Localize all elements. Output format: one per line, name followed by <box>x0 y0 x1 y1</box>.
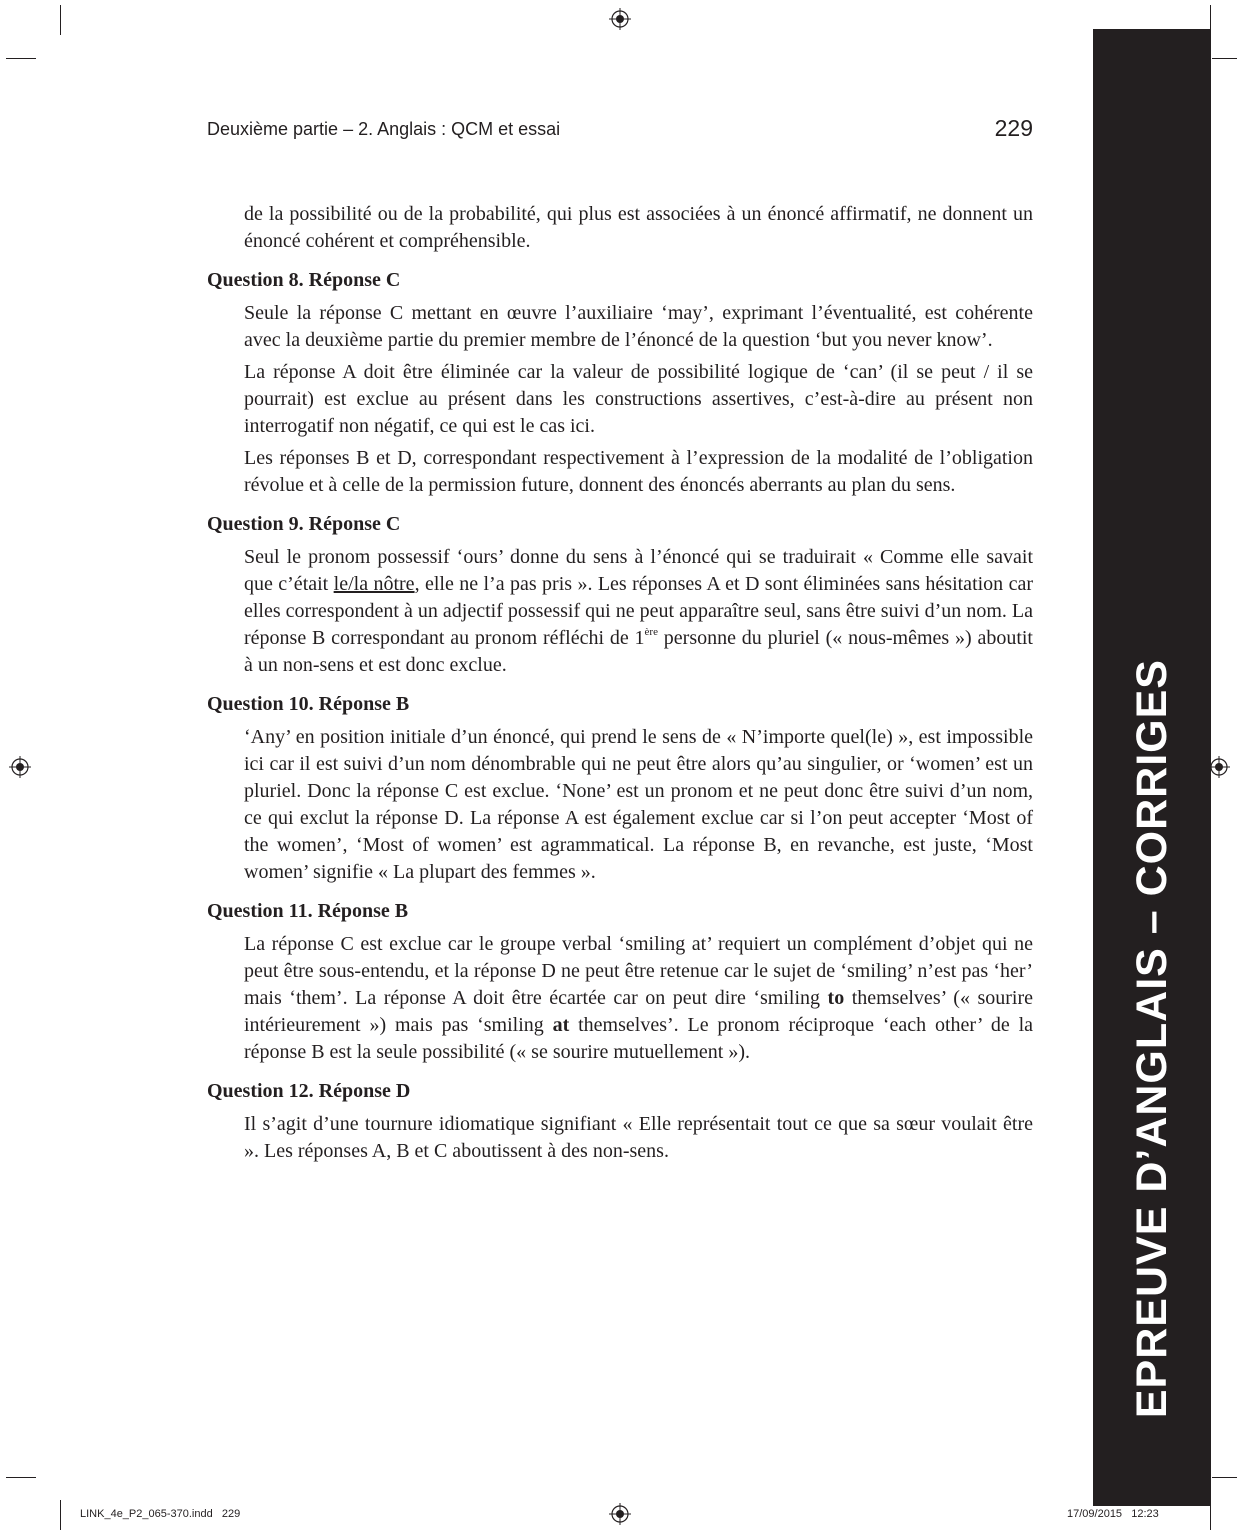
crop-mark <box>60 1500 61 1530</box>
date-slug: 17/09/2015 12:23 <box>1067 1508 1159 1520</box>
text-run: , elle ne l’a pas pris ». Les réponses A et D sont éliminées sans hésitation car elles correspondent à un adjectif possessif qui ne peut apparaître seul, sans être suivi d’un nom. La réponse B correspondant au pronom réfléchi de 1 <box>244 573 1033 649</box>
bold-text: at <box>552 1014 570 1036</box>
crop-mark <box>6 58 36 59</box>
intro-paragraph: de la possibilité ou de la probabilité, qui plus est associées à un énoncé affirmatif, ne donnent un énoncé cohérent et compréhensible. <box>244 203 1033 252</box>
question-12-paragraph-1: Il s’agit d’une tournure idiomatique signifiant « Elle représentait tout ce que sa sœur voulait être ». Les réponses A, B et C aboutissent à des non-sens. <box>244 1113 1033 1162</box>
question-9-heading: Question 9. Réponse C <box>207 513 401 535</box>
file-slug: LINK_4e_P2_065-370.indd 229 <box>80 1508 241 1520</box>
question-11-paragraph-1 <box>244 931 1033 1066</box>
question-8-paragraph-3: Les réponses B et D, correspondant respectivement à l’expression de la modalité de l’obligation révolue et à celle de la permission future, donnent des énoncés aberrants au plan du sens. <box>244 447 1033 496</box>
text-run: themselves’ (« sourire intérieurement ») mais pas ‘smiling <box>244 987 1033 1036</box>
question-9-paragraph-1 <box>244 544 1033 679</box>
bold-text: to <box>827 987 845 1009</box>
question-8-heading: Question 8. Réponse C <box>207 269 401 291</box>
crop-mark <box>1212 1477 1237 1478</box>
registration-mark-icon <box>1208 756 1230 778</box>
running-head <box>207 115 1033 145</box>
registration-mark-icon <box>609 8 631 30</box>
underlined-text: le/la nôtre <box>333 573 415 595</box>
crop-mark <box>1212 58 1237 59</box>
registration-mark-icon <box>9 756 31 778</box>
page-body <box>207 201 1033 1170</box>
question-8-paragraph-1: Seule la réponse C mettant en œuvre l’auxiliaire ‘may’, exprimant l’éventualité, est cohérente avec la deuxième partie du premier membre de l’énoncé de la question ‘but you never know’. <box>244 302 1033 351</box>
text-run: Seul le pronom possessif ‘ours’ donne du sens à l’énoncé qui se traduirait « Comme elle savait que c’était <box>244 546 1033 595</box>
running-title: Deuxième partie – 2. Anglais : QCM et essai <box>207 119 561 139</box>
superscript: ère <box>644 626 658 638</box>
text-run: La réponse C est exclue car le groupe verbal ‘smiling at’ requiert un complément d’objet qui ne peut être sous-entendu, et la réponse D ne peut être retenue car le sujet de ‘smiling’ n’est pas ‘her’ mais ‘them’. La réponse A doit être écartée car on peut dire ‘smiling <box>244 933 1033 1009</box>
section-tab-text-wrap <box>1093 29 1211 1506</box>
question-12-heading: Question 12. Réponse D <box>207 1080 411 1102</box>
section-tab-label: EPREUVE D’ANGLAIS – CORRIGES <box>1127 658 1176 1418</box>
crop-mark <box>6 1477 36 1478</box>
crop-mark <box>60 5 61 35</box>
text-run: themselves’. Le pronom réciproque ‘each other’ de la réponse B est la seule possibilité (« se sourire mutuellement »). <box>244 1014 1033 1063</box>
question-10-paragraph-1: ‘Any’ en position initiale d’un énoncé, qui prend le sens de « N’importe quel(le) », est impossible ici car il est suivi d’un nom dénombrable qui ne peut être alors qu’au singulier, or ‘women’ est un pluriel. Donc la réponse C est exclue. ‘None’ est un pronom et ne peut donc être suivi d’un nom, ce qui exclut la réponse D. La réponse A est également exclue car si l’on peut accepter ‘Most of the women’, ‘Most of women’ est agrammatical. La réponse B, en revanche, est juste, ‘Most women’ signifie « La plupart des femmes ». <box>244 726 1033 883</box>
question-11-heading: Question 11. Réponse B <box>207 900 409 922</box>
question-8-paragraph-2: La réponse A doit être éliminée car la valeur de possibilité logique de ‘can’ (il se peut / il se pourrait) est exclue au présent dans les constructions assertives, c’est-à-dire au présent non interrogatif non négatif, ce qui est le cas ici. <box>244 361 1033 437</box>
text-run: personne du pluriel (« nous-mêmes ») aboutit à un non-sens et est donc exclue. <box>244 627 1033 676</box>
page-number: 229 <box>994 115 1033 141</box>
question-10-heading: Question 10. Réponse B <box>207 693 410 715</box>
registration-mark-icon <box>609 1503 631 1525</box>
